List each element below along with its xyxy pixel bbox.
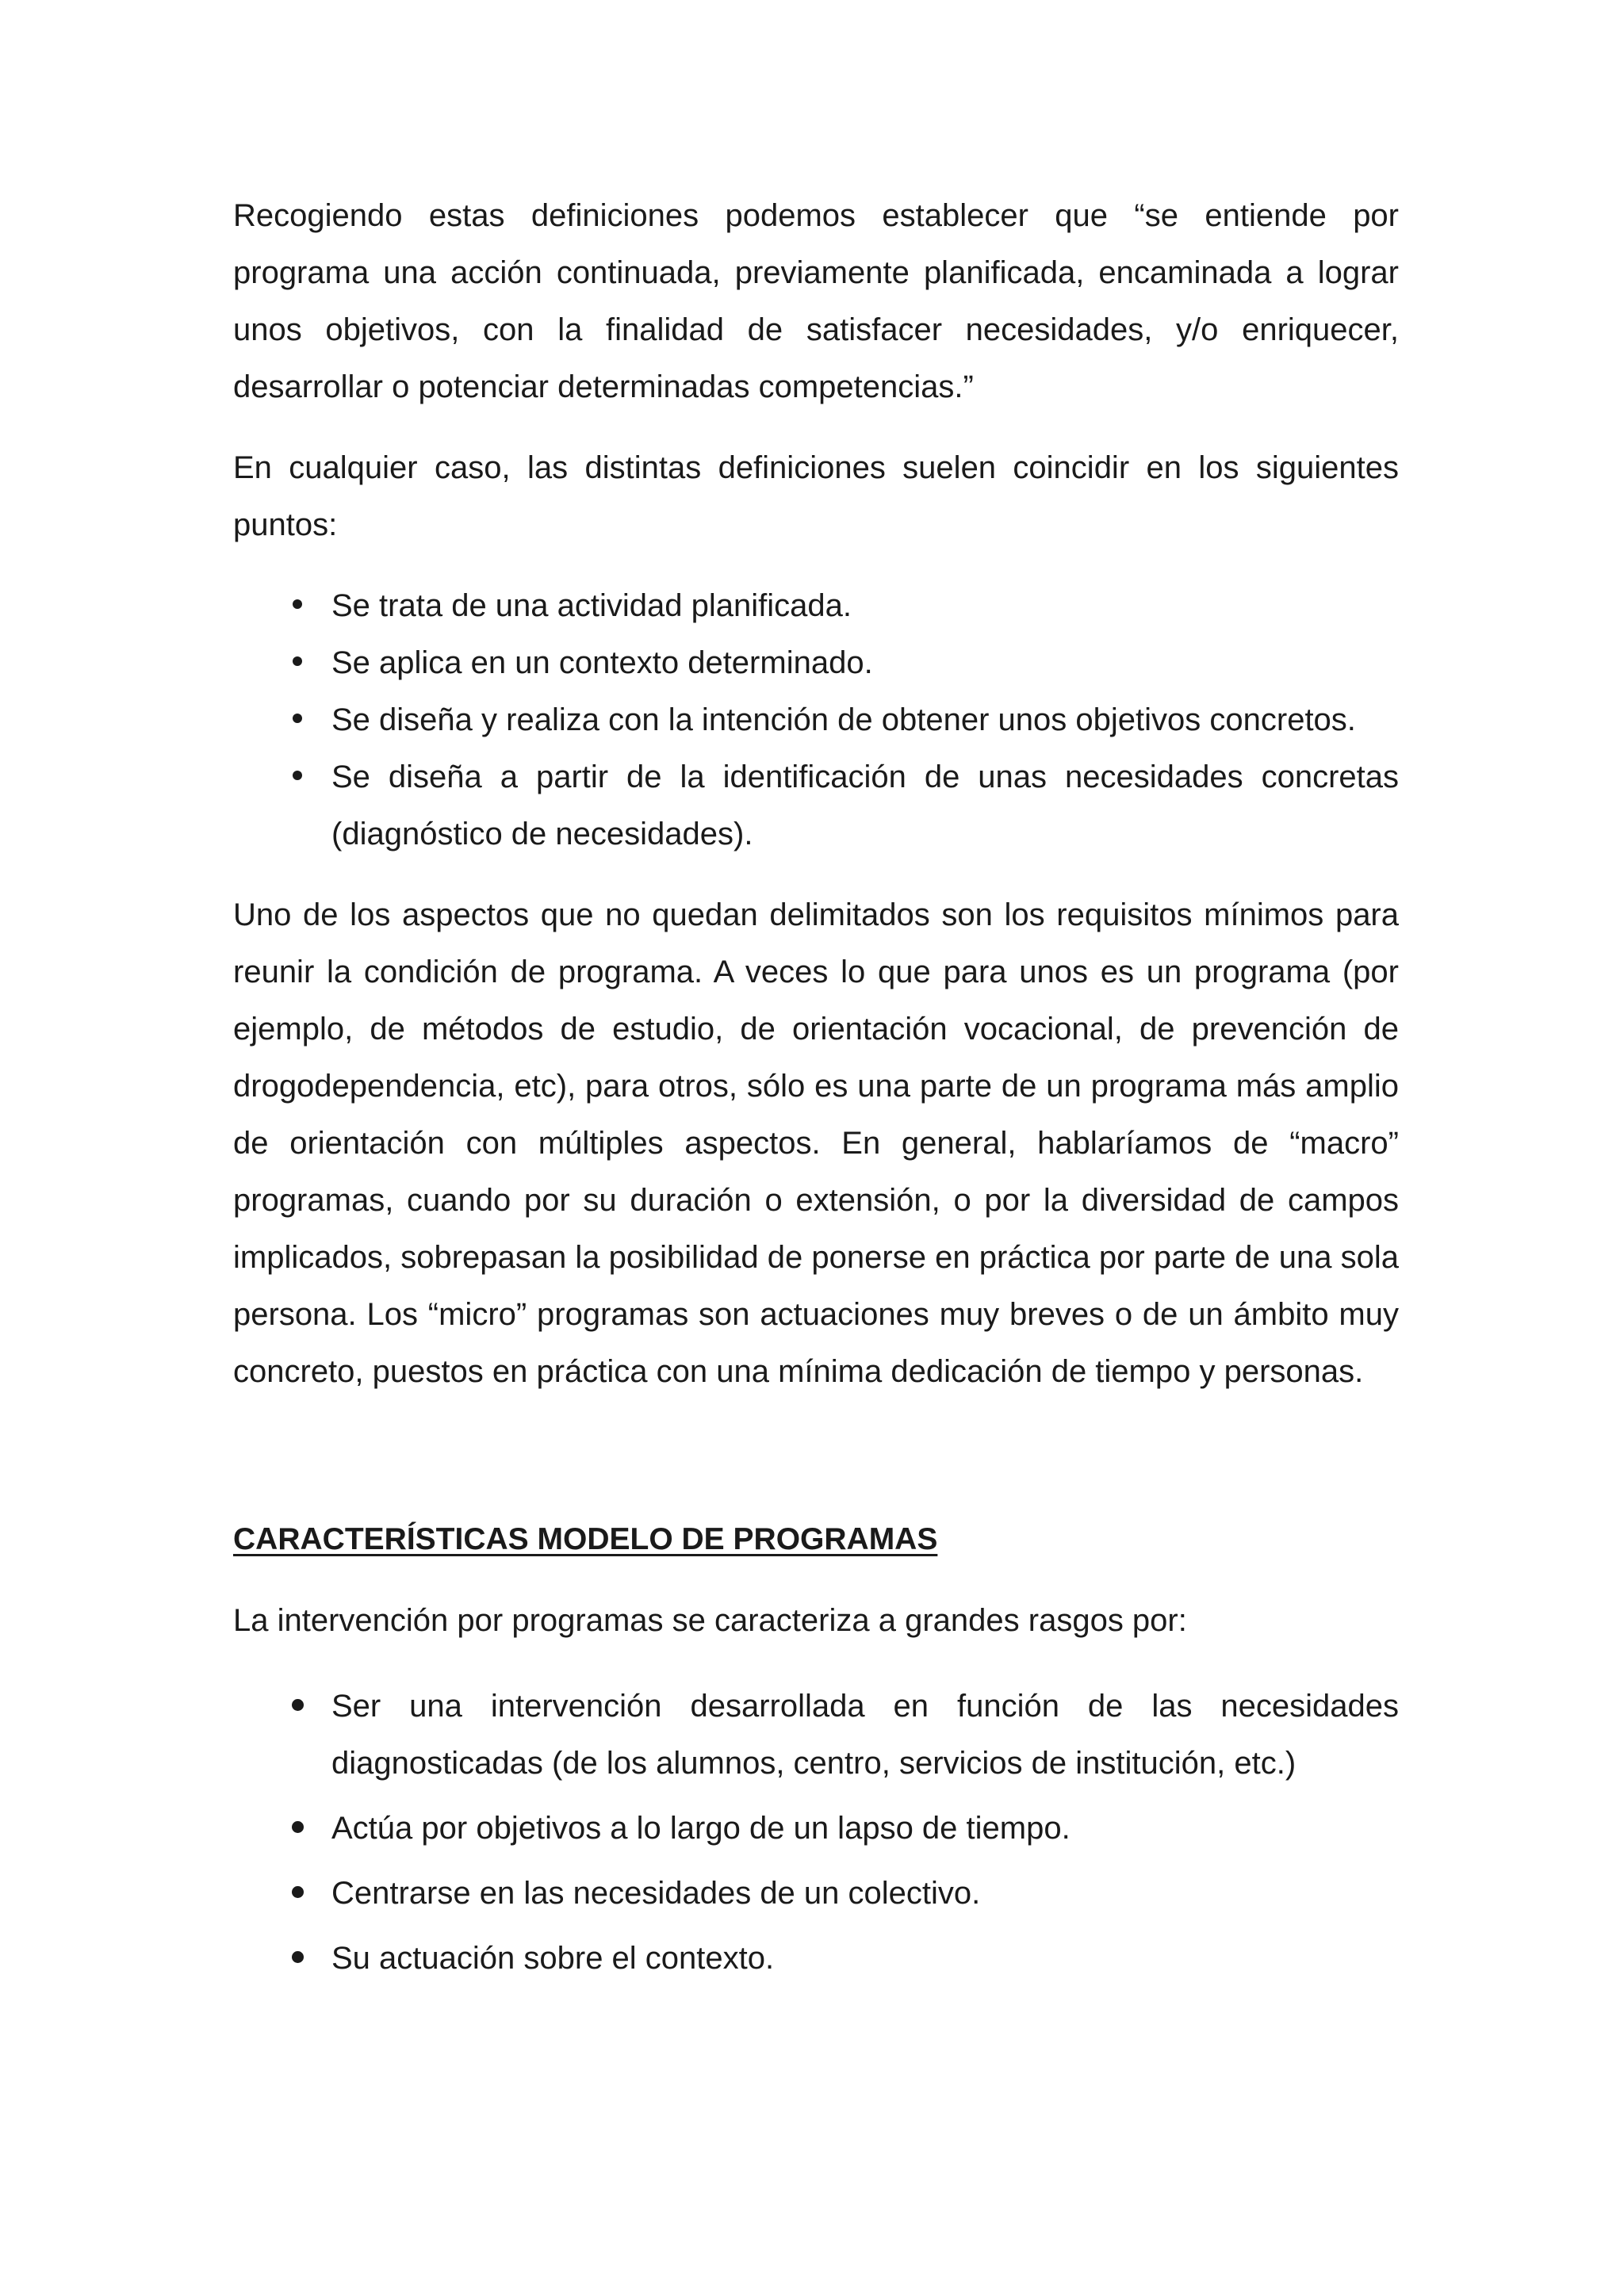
points-list (233, 577, 1399, 863)
bullet-icon (285, 1678, 309, 1735)
bullet-icon (285, 634, 309, 691)
paragraph-coincidence: En cualquier caso, las distintas definiciones suelen coincidir en los siguientes puntos: (233, 450, 1399, 542)
list-item (233, 691, 1399, 748)
list-item (233, 634, 1399, 691)
list-item-text: Su actuación sobre el contexto. (331, 1941, 775, 1976)
list-item-text: Se trata de una actividad planificada. (331, 588, 852, 623)
bullet-icon (285, 1930, 309, 1987)
paragraph-definition: Recogiendo estas definiciones podemos establecer que “se entiende por programa una acción continuada, previamente planificada, encaminada a lograr unos objetivos, con la finalidad de satisfacer necesidades, y/o enriquecer, desarrollar o potenciar determinadas competencias.” (233, 198, 1399, 404)
list-item-text: Centrarse en las necesidades de un colectivo. (331, 1876, 981, 1911)
list-item (233, 1678, 1399, 1792)
bullet-icon (285, 691, 309, 748)
bullet-icon (285, 1800, 309, 1857)
section-heading: CARACTERÍSTICAS MODELO DE PROGRAMAS (233, 1522, 938, 1556)
list-item (233, 1800, 1399, 1857)
characteristics-list (233, 1678, 1399, 1987)
bullet-icon (285, 577, 309, 634)
list-item (233, 577, 1399, 634)
bullet-icon (285, 748, 309, 806)
paragraph-requirements: Uno de los aspectos que no quedan delimitados son los requisitos mínimos para reunir la condición de programa. A veces lo que para unos es un programa (por ejemplo, de métodos de estudio, de orientación vocacional, de prevención de drogodependencia, etc), para otros, sólo es una parte de un programa más amplio de orientación con múltiples aspectos. En general, hablaríamos de “macro” programas, cuando por su duración o extensión, o por la diversidad de campos implicados, sobrepasan la posibilidad de ponerse en práctica por parte de una sola persona. Los “micro” programas son actuaciones muy breves o de un ámbito muy concreto, puestos en práctica con una mínima dedicación de tiempo y personas. (233, 897, 1399, 1389)
list-item (233, 1865, 1399, 1922)
list-item-text: Ser una intervención desarrollada en función de las necesidades diagnosticadas (de los alumnos, centro, servicios de institución, etc.) (331, 1689, 1399, 1781)
list-item (233, 748, 1399, 863)
bullet-icon (285, 1865, 309, 1922)
list-item-text: Se diseña y realiza con la intención de obtener unos objetivos concretos. (331, 702, 1356, 737)
list-item-text: Se aplica en un contexto determinado. (331, 645, 873, 680)
paragraph-intervention: La intervención por programas se caracteriza a grandes rasgos por: (233, 1603, 1187, 1638)
document-page (233, 187, 1399, 1987)
list-item-text: Actúa por objetivos a lo largo de un lapso de tiempo. (331, 1811, 1071, 1846)
list-item (233, 1930, 1399, 1987)
list-item-text: Se diseña a partir de la identificación de unas necesidades concretas (diagnóstico de necesidades). (331, 760, 1399, 851)
